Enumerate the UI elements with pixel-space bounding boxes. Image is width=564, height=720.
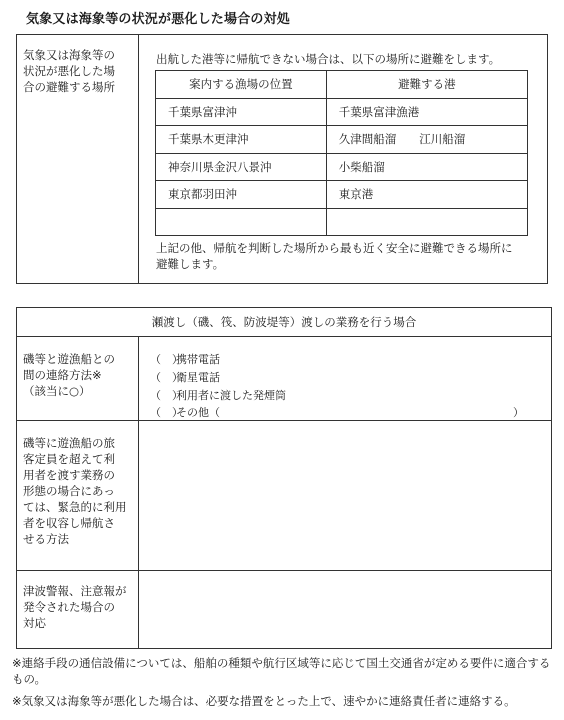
evacuation-intro: 出航した港等に帰航できない場合は、以下の場所に避難をします。	[156, 52, 501, 66]
cell-location: 千葉県富津沖	[156, 98, 327, 126]
checkbox-paren: （ ）	[150, 353, 183, 366]
option-label: その他（	[176, 406, 220, 419]
cell-location: 神奈川県金沢八景沖	[156, 153, 327, 181]
table-row	[156, 181, 528, 209]
header-fishing-ground: 案内する漁場の位置	[156, 71, 327, 99]
row-divider	[17, 570, 551, 571]
other-close-paren: ）	[513, 406, 524, 419]
checkbox-paren: （ ）	[150, 371, 183, 384]
cell-location-empty	[156, 208, 327, 236]
table-row	[156, 153, 528, 181]
table-row-empty	[156, 208, 528, 236]
option-label: 携帯電話	[176, 353, 220, 366]
cell-port-empty	[326, 208, 527, 236]
table-row	[156, 126, 528, 154]
footnote-contact: ※気象又は海象等が悪化した場合は、必要な措置をとった上で、速やかに連絡責任者に連絡する。	[12, 694, 516, 708]
evacuation-label-cell	[17, 35, 139, 283]
cell-location: 千葉県木更津沖	[156, 126, 327, 154]
option-label: 衛星電話	[176, 371, 220, 384]
evacuation-port-table	[155, 70, 528, 236]
ferry-section-header: 瀬渡し（磯、筏、防波堤等）渡しの業務を行う場合	[17, 308, 551, 337]
table-row	[156, 98, 528, 126]
option-satellite-phone[interactable]	[150, 370, 220, 385]
tsunami-warning-label: 津波警報、注意報が 発令された場合の 対応	[23, 584, 127, 630]
cell-port: 千葉県富津漁港	[326, 98, 527, 126]
evacuation-note: 上記の他、帰航を判断した場所から最も近く安全に避難できる場所に避難します。	[156, 241, 513, 271]
cell-port: 久津間船溜 江川船溜	[326, 126, 527, 154]
emergency-return-label: 磯等に遊漁船の旅 客定員を超えて利 用者を渡す業務の 形態の場合にあっ ては、緊急的に利用 者を収容し帰航さ せる方法	[23, 436, 127, 546]
checkbox-paren: （ ）	[150, 389, 183, 402]
page-title: 気象又は海象等の状況が悪化した場合の対処	[26, 12, 291, 27]
cell-port: 小柴船溜	[326, 153, 527, 181]
option-label: 利用者に渡した発煙筒	[176, 389, 286, 402]
header-evacuation-port: 避難する港	[326, 71, 527, 99]
row-divider	[17, 420, 551, 421]
option-mobile-phone[interactable]	[150, 352, 220, 367]
evacuation-label: 気象又は海象等の 状況が悪化した場 合の避難する場所	[23, 48, 115, 94]
option-other[interactable]	[150, 405, 220, 420]
checkbox-paren: （ ）	[150, 406, 183, 419]
cell-location: 東京都羽田沖	[156, 181, 327, 209]
footnote-communication: ※連絡手段の通信設備については、船舶の種類や航行区域等に応じて国土交通省が定める要件に適合するもの。	[12, 656, 551, 686]
ferry-service-section	[16, 307, 552, 649]
cell-port: 東京港	[326, 181, 527, 209]
table-header-row	[156, 71, 528, 99]
option-smoke-signal[interactable]	[150, 388, 286, 403]
column-divider	[138, 336, 139, 648]
contact-method-label: 磯等と遊漁船との 間の連絡方法※ （該当に○）	[23, 352, 115, 398]
